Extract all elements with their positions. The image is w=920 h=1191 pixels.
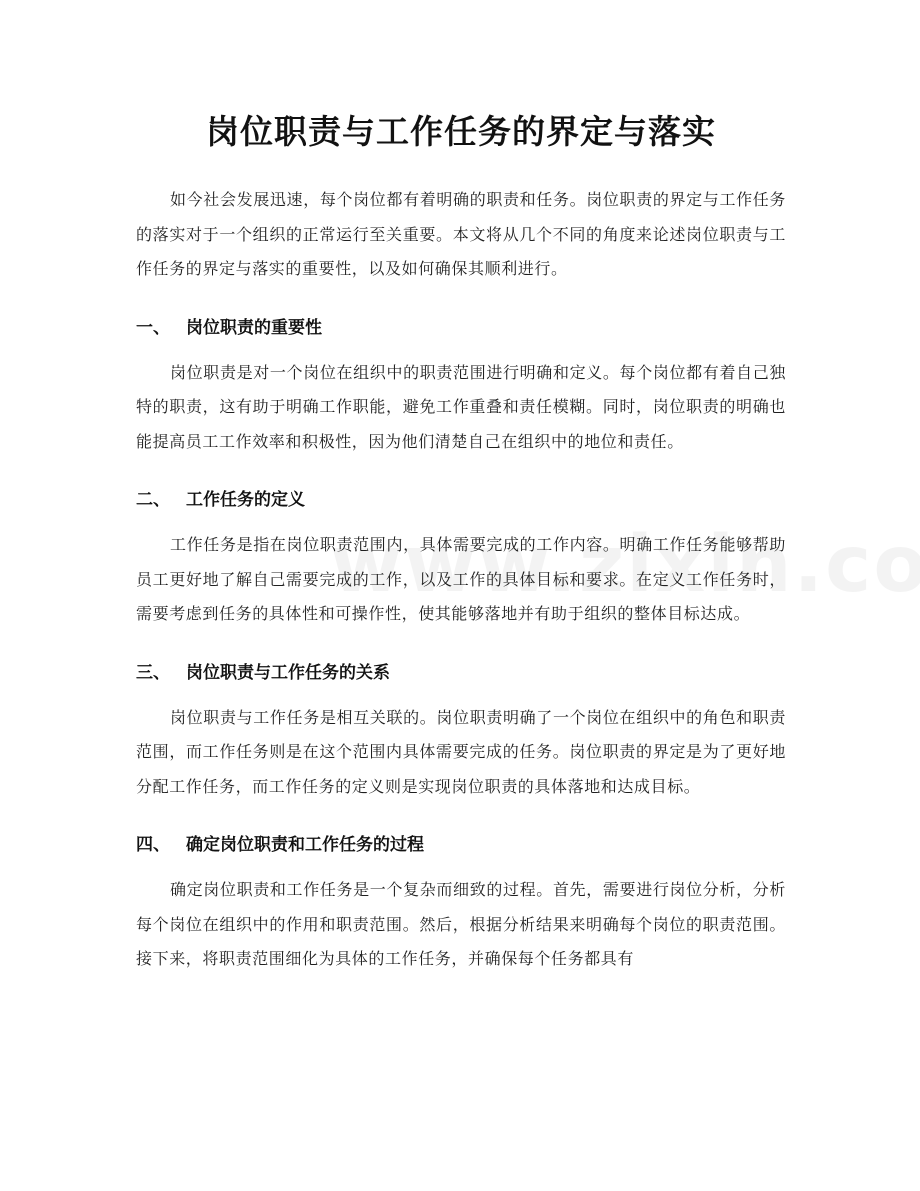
document-page [136,0,786,977]
intro-paragraph: 如今社会发展迅速，每个岗位都有着明确的职责和任务。岗位职责的界定与工作任务的落实对于一个组织的正常运行至关重要。本文将从几个不同的角度来论述岗位职责与工作任务的界定与落实的重要性，以及如何确保其顺利进行。 [136,190,786,278]
section-3 [136,656,786,805]
section-2 [136,483,786,632]
section-heading-text: 岗位职责的重要性 [186,317,322,338]
section-heading [136,656,786,690]
section-1 [136,311,786,460]
section-number: 四、 [136,835,170,855]
section-heading-text: 工作任务的定义 [186,490,305,510]
section-paragraph: 工作任务是指在岗位职责范围内，具体需要完成的工作内容。明确工作任务能够帮助员工更好地了解自己需要完成的工作，以及工作的具体目标和要求。在定义工作任务时，需要考虑到任务的具体性和可操作性，使其能够落地并有助于组织的整体目标达成。 [136,535,786,623]
section-number: 二、 [136,490,170,510]
section-paragraph: 岗位职责是对一个岗位在组织中的职责范围进行明确和定义。每个岗位都有着自己独特的职责，这有助于明确工作职能，避免工作重叠和责任模糊。同时，岗位职责的明确也能提高员工工作效率和积极性，因为他们清楚自己在组织中的地位和责任。 [136,362,786,451]
section-paragraph: 岗位职责与工作任务是相互关联的。岗位职责明确了一个岗位在组织中的角色和职责范围，而工作任务则是在这个范围内具体需要完成的任务。岗位职责的界定是为了更好地分配工作任务，而工作任务的定义则是实现岗位职责的具体落地和达成目标。 [136,707,786,796]
section-number: 三、 [136,662,170,683]
section-paragraph: 确定岗位职责和工作任务是一个复杂而细致的过程。首先，需要进行岗位分析，分析每个岗位在组织中的作用和职责范围。然后，根据分析结果来明确每个岗位的职责范围。接下来，将职责范围细化为具体的工作任务，并确保每个任务都具有 [136,880,786,968]
section-4 [136,828,786,977]
section-heading [136,828,786,862]
section-heading-text: 岗位职责与工作任务的关系 [186,662,390,683]
section-heading-text: 确定岗位职责和工作任务的过程 [186,835,424,855]
section-number: 一、 [136,317,170,338]
section-heading [136,311,786,345]
section-heading [136,483,786,517]
document-title: 岗位职责与工作任务的界定与落实 [206,112,716,151]
